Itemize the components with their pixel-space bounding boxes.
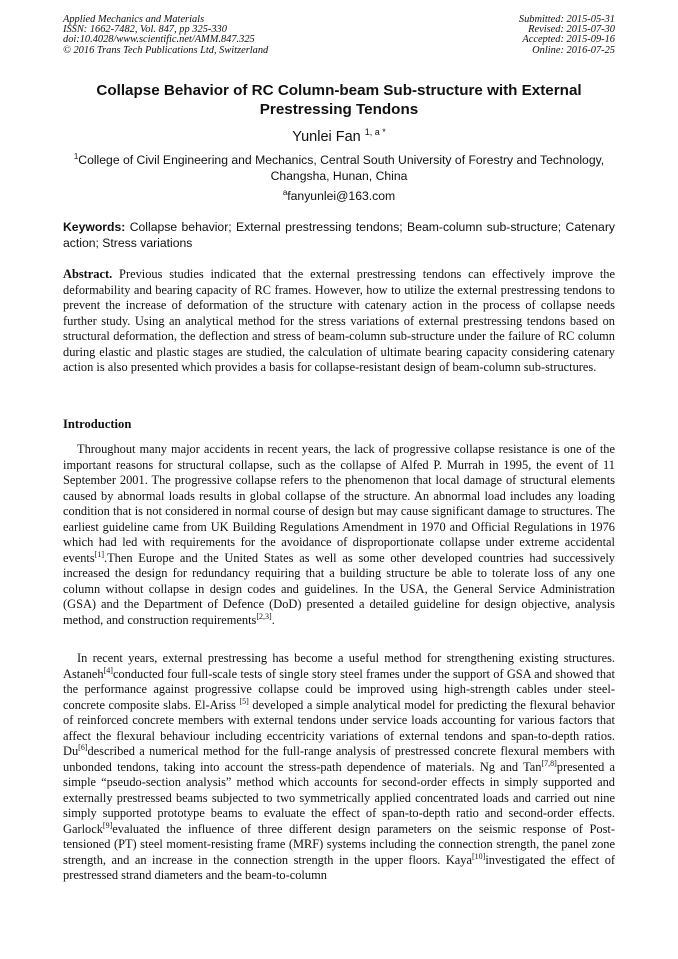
author-name: Yunlei Fan bbox=[292, 129, 361, 145]
accepted-date: Accepted: 2015-09-16 bbox=[522, 34, 615, 46]
paragraph-text: described a numerical method for the full-range analysis of prestressed concrete flexural members with unbonded tendons, taking into account the stress-path dependence of materials. Ng and Tan bbox=[63, 744, 615, 774]
revised-date: Revised: 2015-07-30 bbox=[528, 24, 615, 36]
affiliation-marker: 1 bbox=[73, 152, 79, 161]
author-affiliation-marker: 1, a * bbox=[364, 127, 386, 137]
paper-title: Collapse Behavior of RC Column-beam Sub-structure with External Prestressing Tendons bbox=[96, 82, 582, 118]
keywords-label: Keywords: bbox=[63, 220, 126, 234]
author-line bbox=[63, 124, 615, 146]
paragraph-text: In recent years, external prestressing has become a useful method for strengthening existing structures. Astaneh bbox=[63, 651, 615, 681]
copyright-line: © 2016 Trans Tech Publications Ltd, Switzerland bbox=[63, 44, 269, 56]
affiliation-text: College of Civil Engineering and Mechanics, Central South University of Forestry and Technology, Changsha, Hunan, China bbox=[78, 153, 605, 183]
journal-info bbox=[63, 15, 268, 56]
submitted-date: Submitted: 2015-05-31 bbox=[518, 14, 615, 25]
intro-paragraph-2 bbox=[63, 651, 615, 884]
paragraph-text: developed a simple analytical model for predicting the flexural behavior of reinforced concrete members with external tendons under service loads accounting for various factors that affect the flexural behaviour including eccentricity variations of external tendons and span-to-depth ratios. Du bbox=[63, 697, 615, 758]
submission-dates bbox=[519, 15, 615, 56]
keywords-text: Collapse behavior; External prestressing tendons; Beam-column sub-structure; Catenary action; Stress variations bbox=[63, 220, 615, 250]
email-address[interactable]: fanyunlei@163.com bbox=[287, 189, 396, 203]
citation-ref[interactable]: [7,8] bbox=[541, 758, 557, 768]
issn-line: ISSN: 1662-7482, Vol. 847, pp 325-330 bbox=[63, 24, 227, 36]
citation-ref[interactable]: [5] bbox=[239, 696, 249, 706]
intro-paragraph-1 bbox=[63, 442, 615, 628]
paragraph-text: investigated the effect of prestressed strand diameters and the beam-to-column bbox=[63, 852, 616, 882]
citation-ref[interactable]: [4] bbox=[103, 665, 113, 675]
citation-ref[interactable]: [10] bbox=[471, 851, 486, 861]
paragraph-text: conducted four full-scale tests of single story steel frames under the support of GSA and showed that the performance against progressive collapse could be improved using high-strength cables under steel-concrete composite slabs. El-Ariss bbox=[63, 666, 615, 712]
paragraph-text: presented a simple “pseudo-section analysis” method which accounts for second-order effects in simply supported and externally prestressed beams subjected to two symmetrically applied concentrated loads and carried out nine simply supported prototype beams to evaluate the effect of span-to-depth ratio and second-order effects. Garlock bbox=[63, 759, 615, 836]
abstract-text: Previous studies indicated that the external prestressing tendons can effectively improve the deformability and bearing capacity of RC frames. However, how to utilize the external prestressing tendons to prevent the increase of deformation of the structure with catenary action in the process of collapse needs further study. Using an analytical method for the stress variations of external prestressing tendons based on structural deformation, the deflection and stress of beam-column sub-structure under the failure of RC column during elastic and plastic stages are studied, the calculation of ultimate bearing capacity considering catenary action is also presented which provides a basis for collapse-resistant design of beam-column sub-structures. bbox=[63, 267, 615, 374]
abstract bbox=[63, 267, 615, 376]
paragraph-text: evaluated the influence of three different design parameters on the seismic response of Post-tensioned (PT) steel moment-resisting frame (MRF) systems including the connection strength, the panel zone strength, and an increase in the connection strength in the upper floors. Kaya bbox=[63, 821, 615, 867]
citation-ref[interactable]: [9] bbox=[102, 820, 113, 830]
online-date: Online: 2016-07-25 bbox=[532, 44, 615, 56]
paragraph-text: Throughout many major accidents in recent years, the lack of progressive collapse resistance is one of the important reasons for structural collapse, such as the collapse of Alfed P. Murrah in 1995, the event of 11 September 2001. The progressive collapse refers to the phenomenon that local damage of structural elements caused by abnormal loads results in global collapse of the structure. An abnormal load includes any loading condition that is not considered in normal course of design but may cause significant damage to structures. The earliest guideline came from UK Building Regulations Amendment in 1970 and Official Regulations in 1976 which had led with requirements for the avoidance of disproportionate collapse under extreme accidental events bbox=[63, 442, 615, 565]
citation-ref[interactable]: [6] bbox=[78, 743, 88, 752]
citation-ref[interactable]: [1] bbox=[94, 549, 104, 559]
section-heading-introduction: Introduction bbox=[63, 417, 132, 431]
affiliation bbox=[63, 149, 615, 184]
email-line bbox=[63, 185, 615, 204]
email-marker: a bbox=[282, 188, 288, 197]
abstract-label: Abstract. bbox=[63, 267, 113, 281]
doi-line: doi:10.4028/www.scientific.net/AMM.847.325 bbox=[63, 34, 255, 46]
paragraph-text: .Then Europe and the United States as well as some other developed countries had successively increased the design for redundancy requiring that a building structure be able to tolerate loss of any one column without collapse in design codes and guidelines. In the USA, the General Service Administration (GSA) and the Department of Defence (DoD) presented a detailed guideline for design objective, analysis method, and construction requirements bbox=[63, 550, 615, 627]
citation-ref[interactable]: [2,3] bbox=[256, 611, 272, 621]
journal-name: Applied Mechanics and Materials bbox=[63, 14, 205, 25]
keywords bbox=[63, 220, 615, 251]
paragraph-text: . bbox=[271, 612, 275, 627]
